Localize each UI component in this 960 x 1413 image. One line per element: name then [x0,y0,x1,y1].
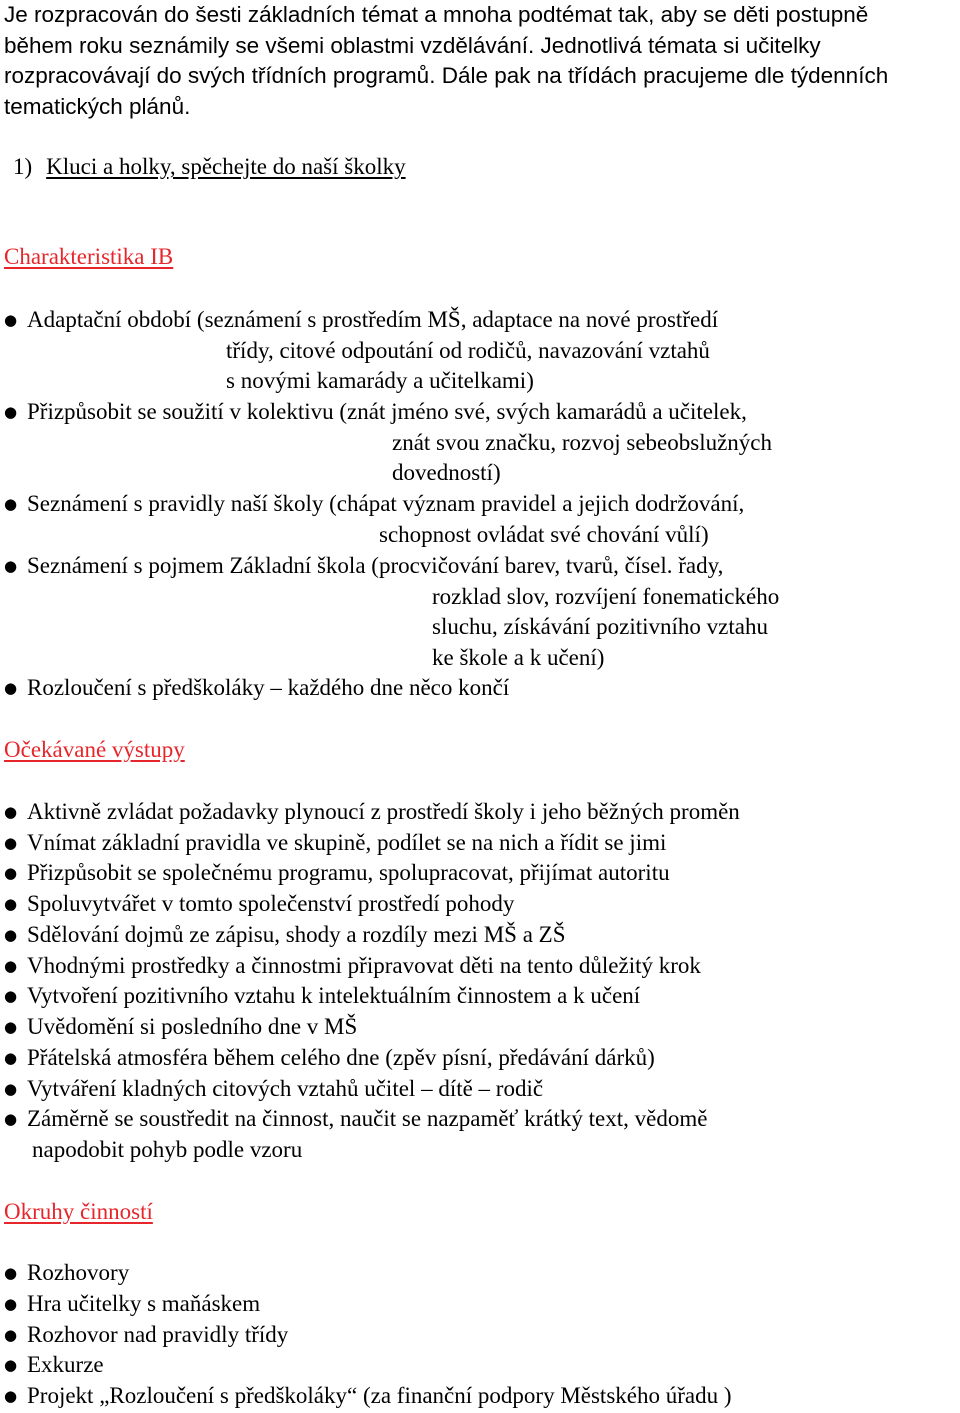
list-item: Vytvoření pozitivního vztahu k intelektuálním činnostem a k učení [27,983,641,1008]
list-item: Přizpůsobit se společnému programu, spolupracovat, přijímat autoritu [27,860,670,885]
intro-paragraph [4,0,954,122]
bullet-icon: ● [4,1110,18,1128]
bullet-icon: ● [4,864,18,882]
list-item: Seznámení s pojmem Základní škola (procvičování barev, tvarů, čísel. řady, [27,553,724,578]
list-item: Sdělování dojmů ze zápisu, shody a rozdíly mezi MŠ a ZŠ [27,922,566,947]
bullet-icon: ● [4,557,18,575]
bullet-icon: ● [4,987,18,1005]
bullet-icon: ● [4,1295,18,1313]
list-item: Rozloučení s předškoláky – každého dne něco končí [27,675,510,700]
list-item: Rozhovor nad pravidly třídy [27,1322,289,1347]
list-item: Spoluvytvářet v tomto společenství prostředí pohody [27,891,515,916]
list-item-continuation: dovedností) [392,460,501,485]
list-item-continuation: ke škole a k učení) [432,645,605,670]
list-item: Uvědomění si posledního dne v MŠ [27,1014,358,1039]
list-item: Projekt „Rozloučení s předškoláky“ (za finanční podpory Městského úřadu ) [27,1383,732,1408]
section-heading-characteristics: Charakteristika IB [4,244,174,269]
bullet-icon: ● [4,495,18,513]
bullet-icon: ● [4,834,18,852]
bullet-icon: ● [4,403,18,421]
list-item: Adaptační období (seznámení s prostředím MŠ, adaptace na nové prostředí [27,307,719,332]
section-heading-activities: Okruhy činností [4,1199,153,1224]
list-item: Přátelská atmosféra během celého dne (zpěv písní, předávání dárků) [27,1045,655,1070]
bullet-icon: ● [4,679,18,697]
theme-number: 1) [13,154,33,179]
bullet-icon: ● [4,1326,18,1344]
bullet-icon: ● [4,1049,18,1067]
list-item: Hra učitelky s maňáskem [27,1291,261,1316]
list-item: Vnímat základní pravidla ve skupině, podílet se na nich a řídit se jimi [27,830,667,855]
list-item: Aktivně zvládat požadavky plynoucí z prostředí školy i jeho běžných proměn [27,799,740,824]
bullet-icon: ● [4,926,18,944]
list-item-continuation: znát svou značku, rozvoj sebeobslužných [392,430,773,455]
intro-line: rozpracovávají do svých třídních programů. Dále pak na třídách pracujeme dle týdenních [4,63,889,88]
list-item: Přizpůsobit se soužití v kolektivu (znát jméno své, svých kamarádů a učitelek, [27,399,747,424]
list-item-continuation: napodobit pohyb podle vzoru [32,1137,303,1162]
list-item: Seznámení s pravidly naší školy (chápat význam pravidel a jejich dodržování, [27,491,745,516]
list-item: Rozhovory [27,1260,130,1285]
theme-heading [13,152,406,182]
list-item-continuation: schopnost ovládat své chování vůlí) [379,522,709,547]
theme-title: Kluci a holky, spěchejte do naší školky [46,154,406,179]
bullet-icon: ● [4,1356,18,1374]
list-item-continuation: rozklad slov, rozvíjení fonematického [432,584,780,609]
intro-line: během roku seznámily se všemi oblastmi vzdělávání. Jednotlivá témata si učitelky [4,32,821,58]
bullet-icon: ● [4,1080,18,1098]
bullet-icon: ● [4,1387,18,1405]
bullet-icon: ● [4,1018,18,1036]
list-item: Vytváření kladných citových vztahů učitel – dítě – rodič [27,1076,544,1101]
intro-line: tematických plánů. [4,93,191,119]
list-item-continuation: s novými kamarády a učitelkami) [226,368,534,393]
list-item: Záměrně se soustředit na činnost, naučit se nazpaměť krátký text, vědomě [27,1106,708,1131]
bullet-icon: ● [4,895,18,913]
bullet-icon: ● [4,957,18,975]
section-heading-outcomes: Očekávané výstupy [4,737,185,762]
bullet-icon: ● [4,311,18,329]
list-item-continuation: sluchu, získávání pozitivního vztahu [432,614,768,639]
list-item: Exkurze [27,1352,104,1377]
intro-line: Je rozpracován do šesti základních témat a mnoha podtémat tak, aby se děti postupně [4,2,869,27]
list-item-continuation: třídy, citové odpoutání od rodičů, navazování vztahů [226,338,710,363]
list-item: Vhodnými prostředky a činnostmi připravovat děti na tento důležitý krok [27,953,701,978]
bullet-icon: ● [4,803,18,821]
bullet-icon: ● [4,1264,18,1282]
